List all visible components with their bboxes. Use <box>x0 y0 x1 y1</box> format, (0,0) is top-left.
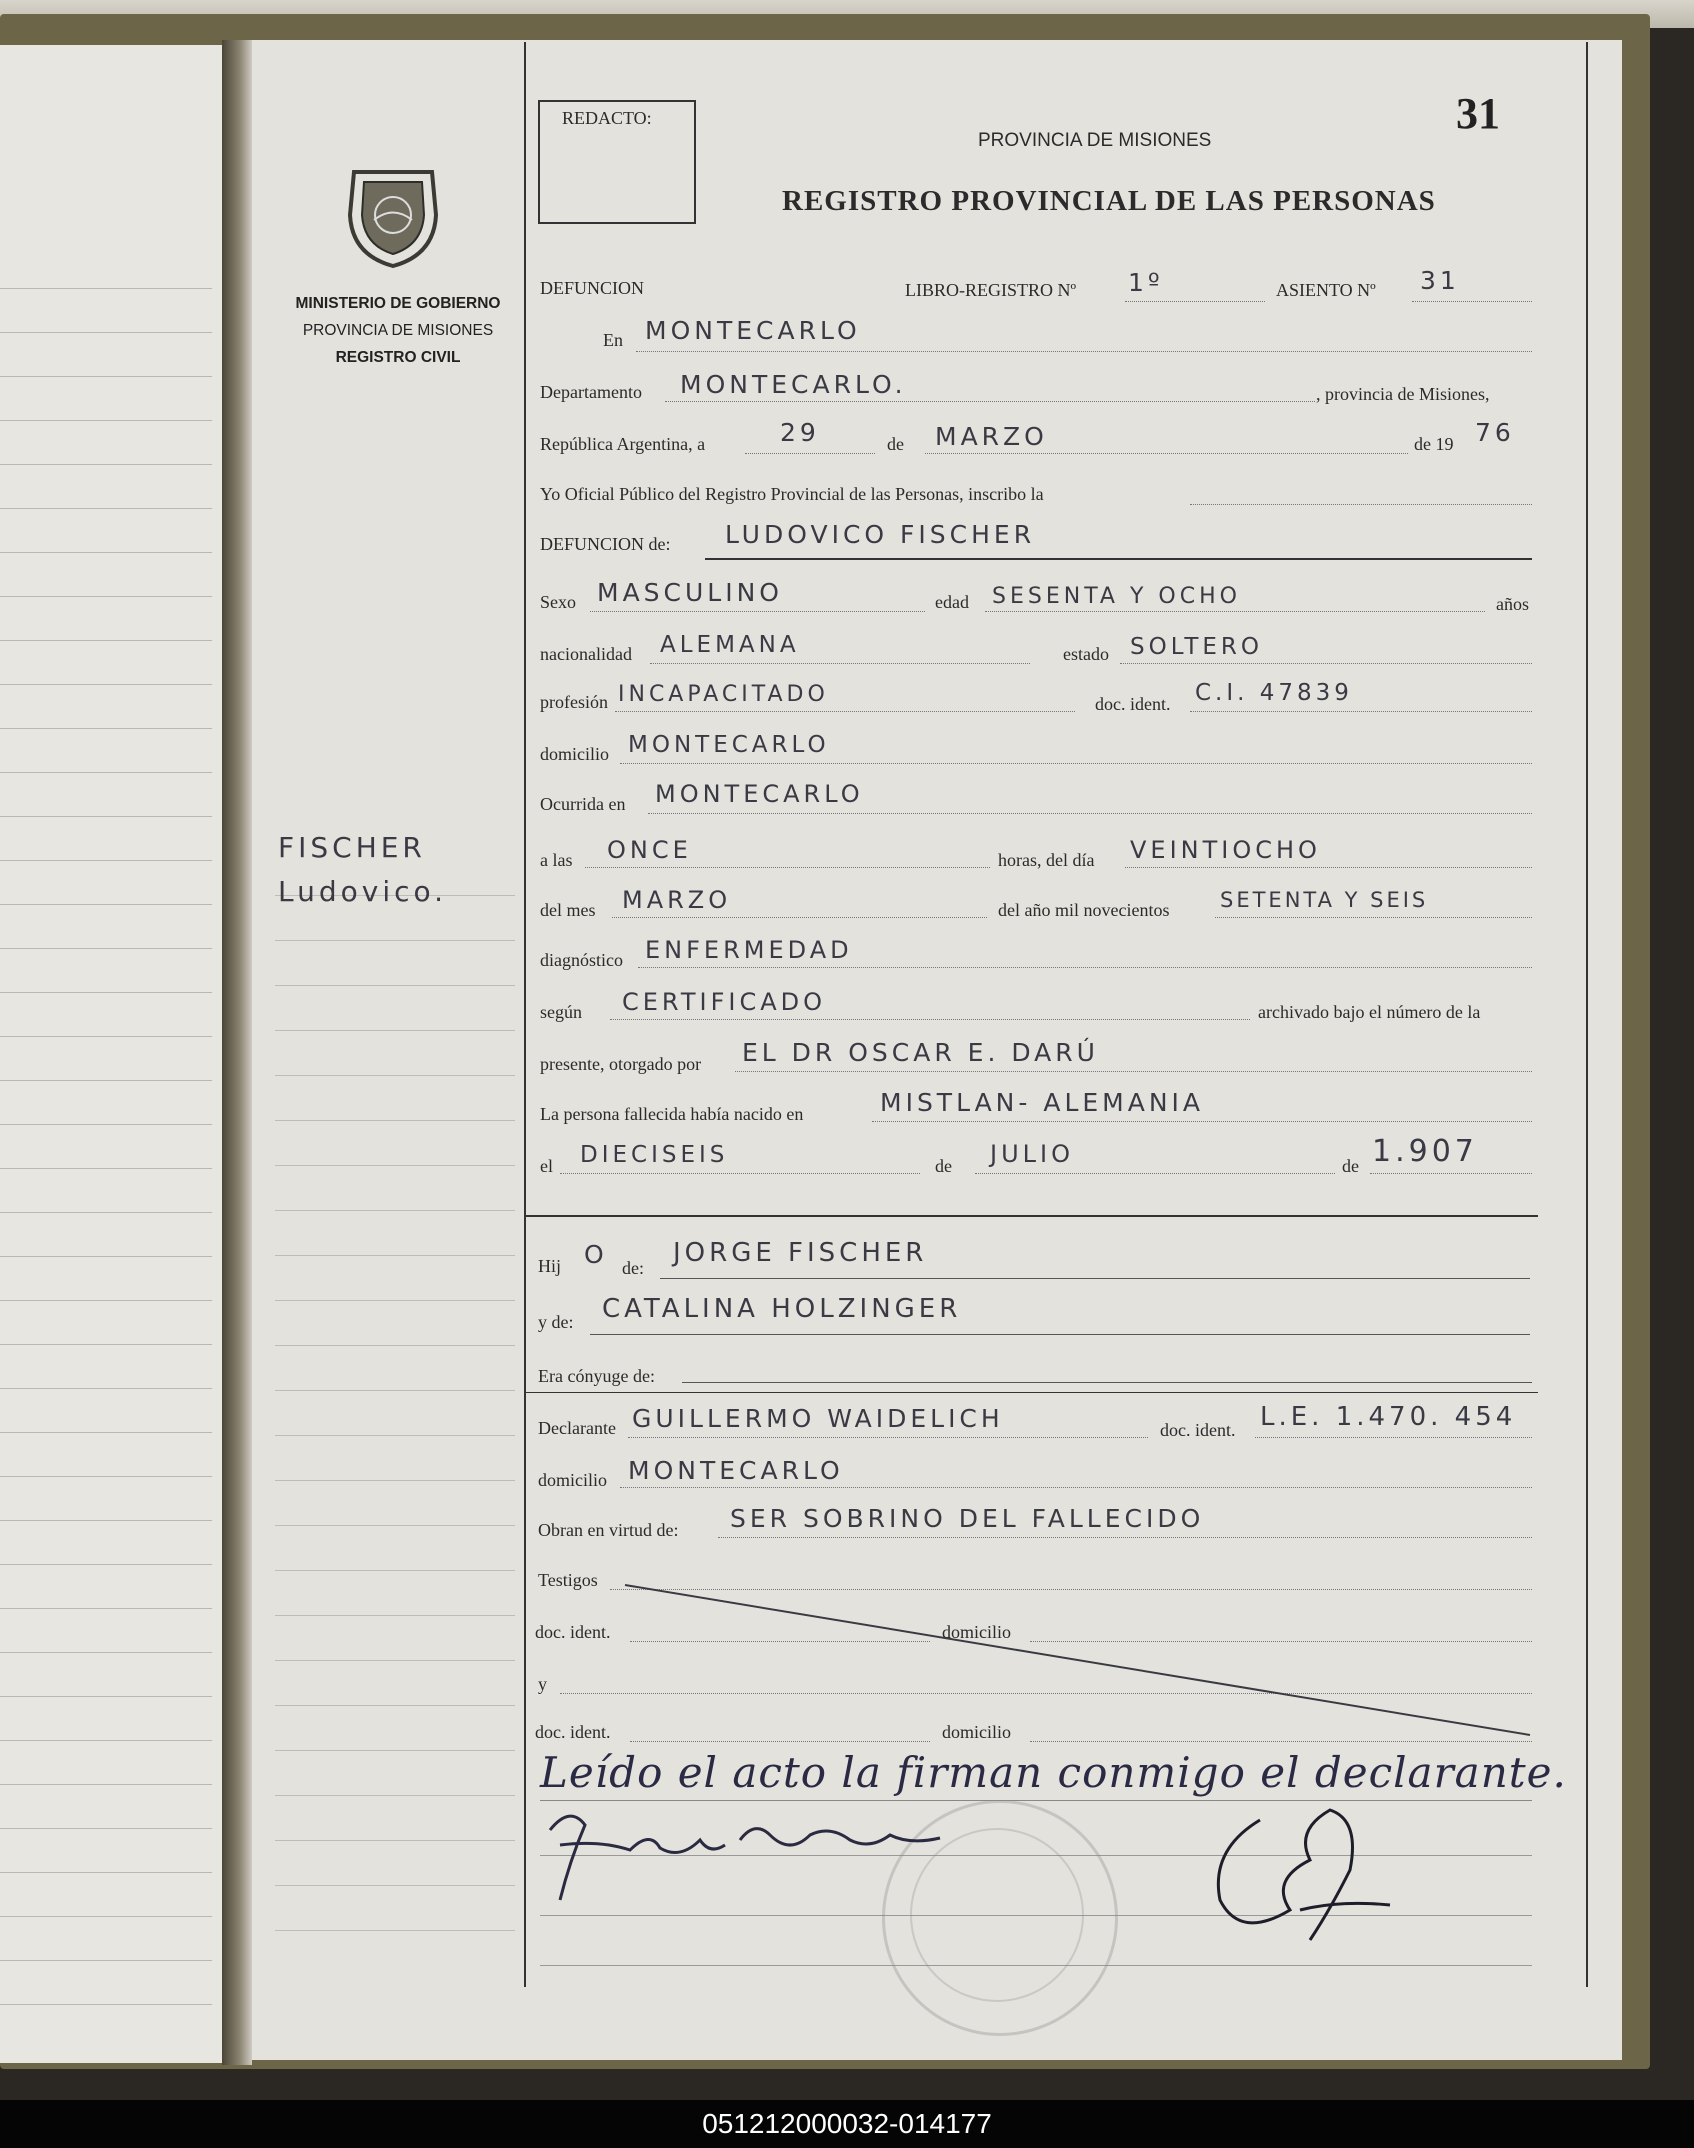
diagnostico-label: diagnóstico <box>540 950 623 970</box>
el-label: el <box>540 1156 553 1176</box>
ministry-name: MINISTERIO DE GOBIERNO <box>295 295 501 312</box>
margin-given-name: Ludovico. <box>278 875 448 908</box>
nac-de-label: de <box>935 1156 952 1176</box>
registry-title: REGISTRO PROVINCIAL DE LAS PERSONAS <box>782 185 1436 217</box>
t2-doc-label: doc. ident. <box>535 1722 611 1742</box>
book-gutter <box>222 40 252 2065</box>
strike-line <box>620 1580 1540 1740</box>
del-mes-label: del mes <box>540 900 596 920</box>
departamento-value: MONTECARLO. <box>680 370 907 399</box>
departamento-label: Departamento <box>540 382 642 402</box>
page-number: 31 <box>1456 89 1500 138</box>
obran-value: SER SOBRINO DEL FALLECIDO <box>730 1504 1205 1533</box>
t1-dom-label: domicilio <box>942 1622 1011 1642</box>
t1-doc-label: doc. ident. <box>535 1622 611 1642</box>
t2-dom-label: domicilio <box>942 1722 1011 1742</box>
otorgado-value: EL DR OSCAR E. DARÚ <box>742 1038 1099 1067</box>
republica-label: República Argentina, a <box>540 434 706 454</box>
margin-note <box>278 826 447 914</box>
doc-ident-label: doc. ident. <box>1095 694 1171 714</box>
padre-value: JORGE FISCHER <box>673 1238 928 1268</box>
defuncion-de-label: DEFUNCION de: <box>540 534 671 554</box>
domicilio-label: domicilio <box>540 744 609 764</box>
hora-value: ONCE <box>607 836 692 864</box>
en-value: MONTECARLO <box>645 316 861 345</box>
ocurrida-label: Ocurrida en <box>540 794 626 814</box>
decl-dom-value: MONTECARLO <box>628 1456 844 1485</box>
closing-text: Leído el acto la firman conmigo el declarante. <box>540 1748 1567 1797</box>
ministry-province: PROVINCIA DE MISIONES <box>302 322 494 339</box>
a-las-label: a las <box>540 850 573 870</box>
en-label: En <box>603 330 623 350</box>
left-page <box>0 45 222 2063</box>
redacto-label: REDACTO: <box>562 108 652 128</box>
sexo-label: Sexo <box>540 592 576 612</box>
segun-value: CERTIFICADO <box>622 988 827 1016</box>
libro-value: 1º <box>1128 268 1164 297</box>
provincia-suffix: , provincia de Misiones, <box>1316 384 1490 404</box>
domicilio-value: MONTECARLO <box>628 732 830 758</box>
declarante-value: GUILLERMO WAIDELICH <box>632 1404 1004 1433</box>
conyuge-label: Era cónyuge de: <box>538 1366 655 1386</box>
declarante-label: Declarante <box>538 1418 616 1438</box>
dia-letras-value: VEINTIOCHO <box>1130 836 1321 864</box>
testigos-label: Testigos <box>538 1570 598 1590</box>
date-day: 29 <box>780 418 820 447</box>
date-month: MARZO <box>935 422 1048 451</box>
presente-label: presente, otorgado por <box>540 1054 702 1074</box>
decl-doc-value: L.E. 1.470. 454 <box>1260 1402 1517 1432</box>
decl-dom-label: domicilio <box>538 1470 607 1490</box>
hij-de-label: de: <box>622 1258 644 1278</box>
nac-anio-value: 1.907 <box>1372 1134 1478 1169</box>
madre-value: CATALINA HOLZINGER <box>602 1294 962 1324</box>
ministry-registry: REGISTRO CIVIL <box>335 349 461 366</box>
hij-label: Hij <box>538 1256 562 1276</box>
edad-value: SESENTA Y OCHO <box>992 584 1241 609</box>
nac-de2-label: de <box>1342 1156 1359 1176</box>
declarant-signature <box>540 1800 980 1910</box>
decl-doc-label: doc. ident. <box>1160 1420 1236 1440</box>
ministry-caption <box>268 290 528 371</box>
obran-label: Obran en virtud de: <box>538 1520 679 1540</box>
nac-dia-value: DIECISEIS <box>580 1142 729 1168</box>
doc-ident-value: C.I. 47839 <box>1195 680 1353 706</box>
nacido-value: MISTLAN- ALEMANIA <box>880 1088 1205 1117</box>
asiento-label: ASIENTO Nº <box>1276 280 1376 300</box>
edad-label: edad <box>935 592 969 612</box>
anios-label: años <box>1496 594 1529 614</box>
deceased-name: LUDOVICO FISCHER <box>725 520 1036 549</box>
official-signature <box>1200 1790 1420 1960</box>
nacido-label: La persona fallecida había nacido en <box>540 1104 804 1124</box>
margin-surname: FISCHER <box>278 831 426 864</box>
document-id-bar <box>0 2100 1694 2148</box>
redacto-box <box>538 100 696 224</box>
date-de19-label: de 19 <box>1414 434 1454 454</box>
hij-suffix: O <box>584 1240 608 1269</box>
nac-mes-value: JULIO <box>990 1140 1074 1168</box>
estado-label: estado <box>1063 644 1109 664</box>
archivado-label: archivado bajo el número de la <box>1258 1002 1481 1022</box>
diagnostico-value: ENFERMEDAD <box>645 936 853 964</box>
anio-letras-value: SETENTA Y SEIS <box>1220 888 1429 912</box>
del-anio-label: del año mil novecientos <box>998 900 1170 920</box>
document-id: 051212000032-014177 <box>702 2108 992 2139</box>
sexo-value: MASCULINO <box>597 578 783 607</box>
horas-label: horas, del día <box>998 850 1095 870</box>
libro-label: LIBRO-REGISTRO Nº <box>905 280 1077 300</box>
profesion-value: INCAPACITADO <box>618 682 829 707</box>
nacionalidad-label: nacionalidad <box>540 644 632 664</box>
province-seal-icon <box>344 160 442 270</box>
mes2-value: MARZO <box>622 886 732 914</box>
segun-label: según <box>540 1002 582 1022</box>
date-year: 76 <box>1475 418 1515 447</box>
ocurrida-value: MONTECARLO <box>655 780 864 808</box>
date-de-label: de <box>887 434 904 454</box>
profesion-label: profesión <box>540 692 608 712</box>
asiento-value: 31 <box>1420 266 1460 295</box>
defuncion-label: DEFUNCION <box>540 278 645 298</box>
y-label: y <box>538 1674 547 1694</box>
estado-value: SOLTERO <box>1130 634 1264 660</box>
nacionalidad-value: ALEMANA <box>660 632 800 658</box>
oficial-text: Yo Oficial Público del Registro Provincial de las Personas, inscribo la <box>540 484 1044 504</box>
province-header: PROVINCIA DE MISIONES <box>978 130 1212 151</box>
y-de-label: y de: <box>538 1312 574 1332</box>
